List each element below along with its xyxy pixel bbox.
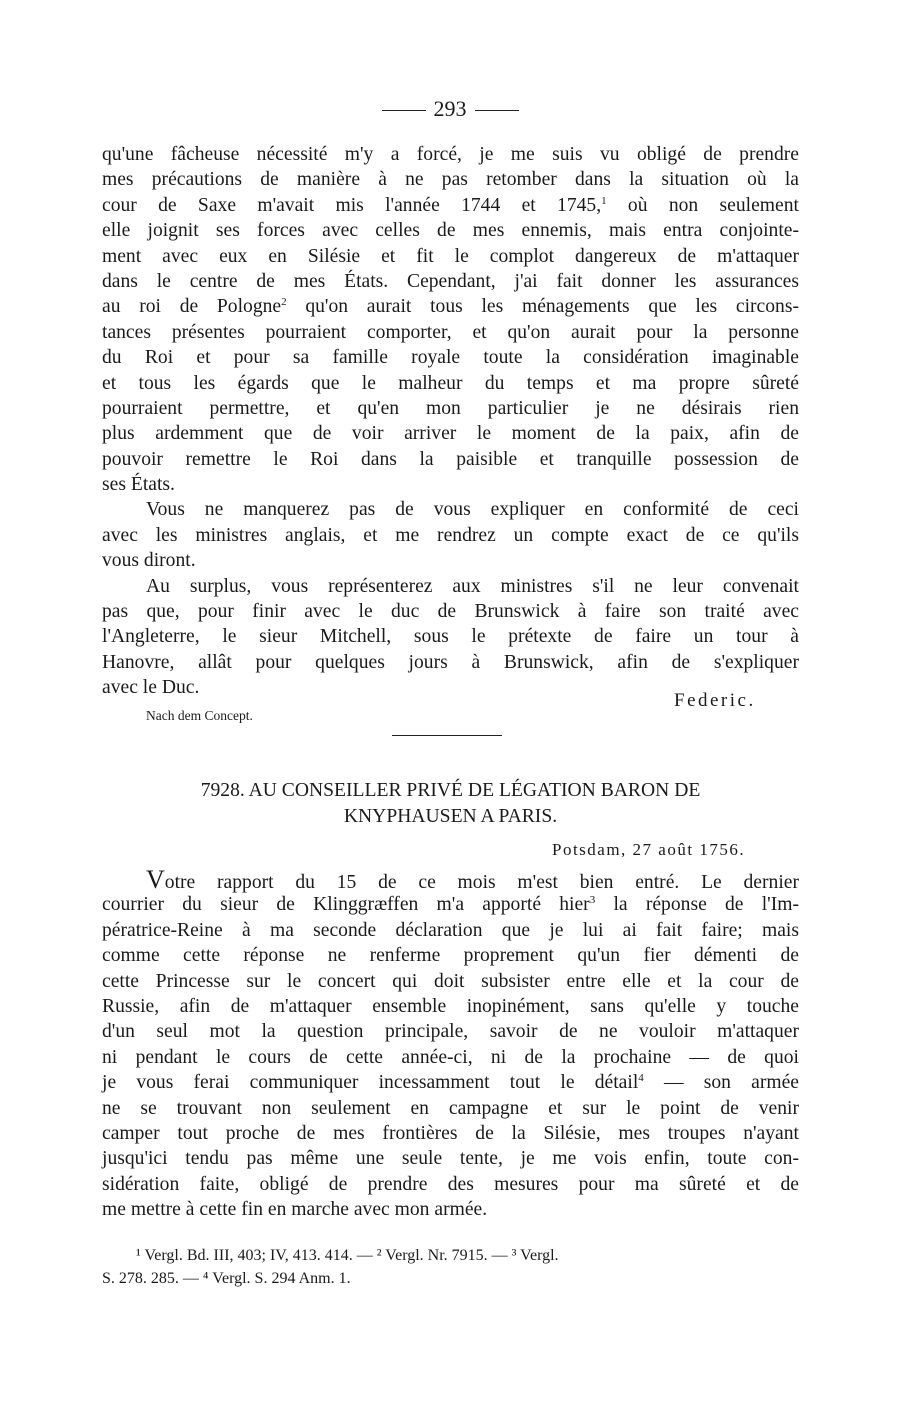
text-line: pourraient permettre, et qu'en mon particulier je ne désirais rien — [102, 397, 799, 419]
letter-body — [102, 867, 799, 1222]
text-line — [102, 867, 799, 892]
text-line: avec le Duc. — [102, 677, 200, 699]
text-line: Russie, afin de m'attaquer ensemble inopinément, sans qu'elle y touche — [102, 995, 799, 1017]
footnote-ref: 2 — [281, 296, 287, 309]
footnote-line: S. 278. 285. — ⁴ Vergl. S. 294 Anm. 1. — [102, 1270, 351, 1287]
text-span: où non seulement — [606, 194, 799, 216]
text-line: dans le centre de mes États. Cependant, j'ai fait donner les assurances — [102, 270, 799, 292]
text-line — [102, 1070, 799, 1095]
text-span: courrier du sieur de Klinggræffen m'a apporté hier — [102, 894, 590, 916]
text-line: camper tout proche de mes frontières de la Silésie, mes troupes n'ayant — [102, 1122, 799, 1144]
text-span: otre rapport du 15 de ce mois m'est bien entré. Le dernier — [164, 872, 799, 893]
text-line: Au surplus, vous représenterez aux ministres s'il ne leur convenait — [146, 575, 799, 597]
footnote-line: ¹ Vergl. Bd. III, 403; IV, 413. 414. — ² Vergl. Nr. 7915. — ³ Vergl. — [136, 1247, 559, 1264]
text-line: Vous ne manquerez pas de vous expliquer en conformité de ceci — [146, 499, 799, 521]
section-divider — [392, 735, 502, 736]
text-line: pas que, pour finir avec le duc de Brunswick à faire son traité avec — [102, 601, 799, 623]
footnote-ref: 1 — [601, 194, 607, 207]
text-span: — son armée — [643, 1072, 799, 1094]
text-line — [102, 294, 799, 319]
footnotes — [102, 1244, 792, 1290]
text-span: cour de Saxe m'avait mis l'année 1744 et 1745, — [102, 194, 602, 216]
dash-right — [475, 110, 519, 111]
text-line: comme cette réponse ne renferme proprement qu'un fier démenti de — [102, 945, 799, 967]
text-line: pouvoir remettre le Roi dans la paisible et tranquille possession de — [102, 448, 799, 470]
dash-left — [382, 110, 426, 111]
text-line: jusqu'ici tendu pas même une seule tente, je me vois enfin, toute con- — [102, 1148, 799, 1170]
text-line: ses États. — [102, 474, 175, 496]
text-line: du Roi et pour sa famille royale toute la considération imaginable — [102, 347, 799, 369]
text-span: la réponse de l'Im- — [595, 894, 799, 916]
text-line: sidération faite, obligé de prendre des mesures pour ma sûreté et de — [102, 1173, 799, 1195]
text-line: ni pendant le cours de cette année-ci, ni de la prochaine — de quoi — [102, 1046, 799, 1068]
text-span: je vous ferai communiquer incessamment tout le détail — [102, 1072, 639, 1094]
text-line: elle joignit ses forces avec celles de mes ennemis, mais entra conjointe- — [102, 220, 799, 242]
text-line: Hanovre, allât pour quelques jours à Brunswick, afin de s'expliquer — [102, 651, 799, 673]
heading-line: 7928. AU CONSEILLER PRIVÉ DE LÉGATION BARON DE — [200, 780, 701, 801]
text-line: pératrice-Reine à ma seconde déclaration que je lui ai fait faire; mais — [102, 919, 799, 941]
text-line: ne se trouvant non seulement en campagne et sur le point de venir — [102, 1097, 799, 1119]
footnote-ref: 4 — [638, 1072, 644, 1085]
page-number-header — [0, 96, 900, 122]
text-line: cette Princesse sur le concert qui doit subsister entre elle et la cour de — [102, 970, 799, 992]
letter-heading — [102, 778, 799, 830]
text-line: avec les ministres anglais, et me rendrez un compte exact de ce qu'ils — [102, 524, 799, 546]
text-line — [102, 193, 799, 218]
text-line: me mettre à cette fin en marche avec mon armée. — [102, 1199, 488, 1221]
source-note: Nach dem Concept. — [146, 708, 253, 723]
text-line: ment avec eux en Silésie et fit le complot dangereux de m'attaquer — [102, 245, 799, 267]
heading-line: KNYPHAUSEN A PARIS. — [343, 806, 558, 827]
text-line: plus ardemment que de voir arriver le moment de la paix, afin de — [102, 423, 799, 445]
drop-cap: V — [146, 865, 165, 894]
text-line: mes précautions de manière à ne pas retomber dans la situation où la — [102, 169, 799, 191]
text-line: et tous les égards que le malheur du temps et ma propre sûreté — [102, 372, 799, 394]
signature: Federic. — [674, 690, 756, 711]
text-line: tances présentes pourraient comporter, et qu'on aurait pour la personne — [102, 321, 799, 343]
page-number: 293 — [433, 96, 467, 121]
text-line: vous diront. — [102, 550, 196, 572]
dateline: Potsdam, 27 août 1756. — [552, 840, 746, 859]
text-line: l'Angleterre, le sieur Mitchell, sous le prétexte de faire un tour à — [102, 626, 799, 648]
text-line — [102, 892, 799, 917]
text-line: d'un seul mot la question principale, savoir de ne vouloir m'attaquer — [102, 1021, 799, 1043]
text-span: au roi de Pologne — [102, 296, 282, 318]
text-line: qu'une fâcheuse nécessité m'y a forcé, je me suis vu obligé de prendre — [102, 144, 799, 165]
paragraph-continuation — [102, 142, 799, 701]
footnote-ref: 3 — [589, 894, 596, 907]
text-span: qu'on aurait tous les ménagements que les circons- — [286, 296, 799, 318]
